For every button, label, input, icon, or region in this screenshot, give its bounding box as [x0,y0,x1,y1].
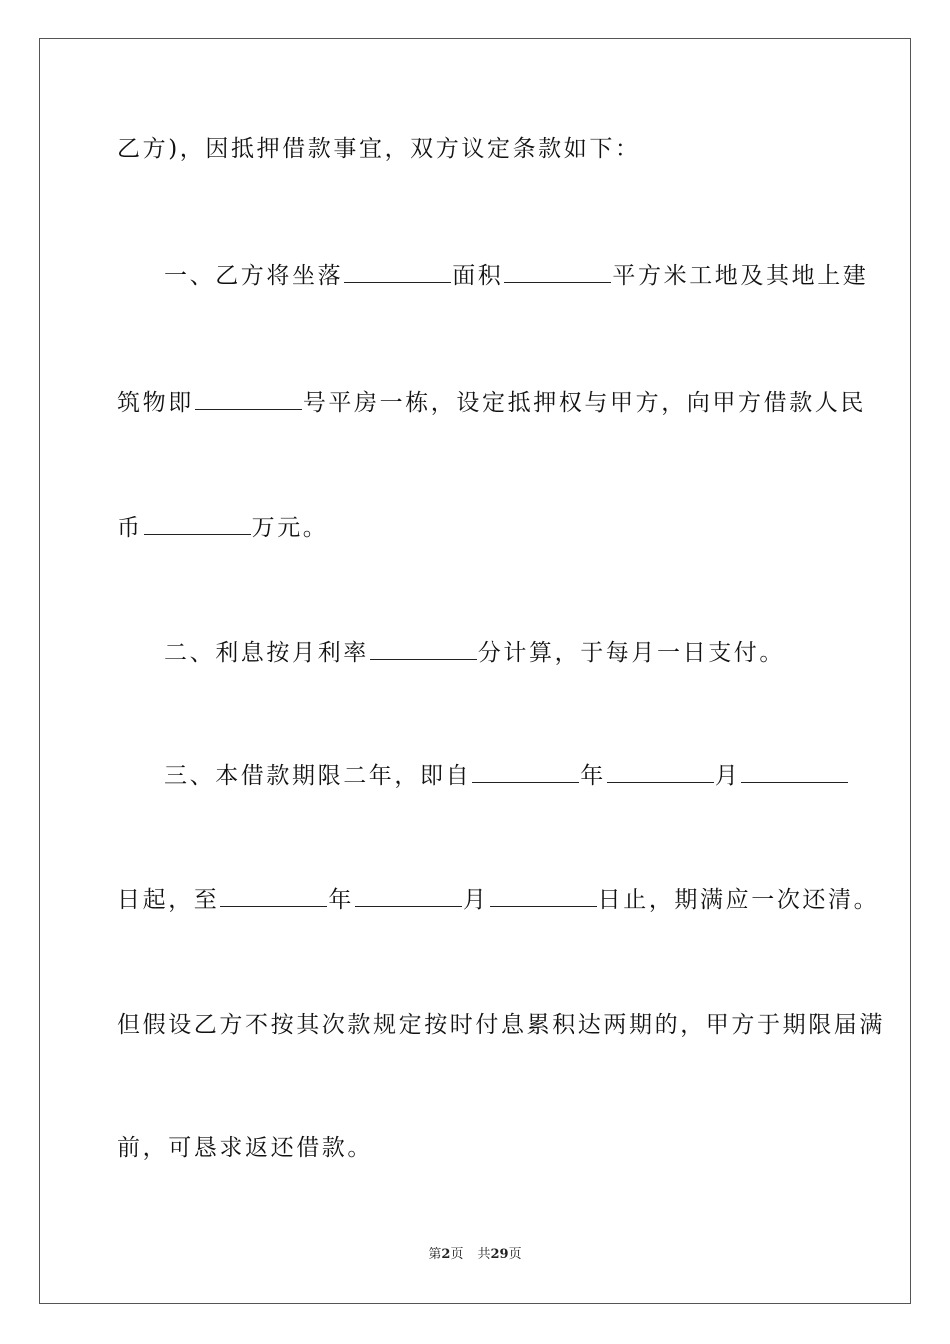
paragraph-text: 月 [714,763,741,789]
text-line-6 [164,760,849,791]
paragraph-text: 年 [328,887,355,913]
page-number-label: 第2页 [428,1247,464,1262]
loan-amount-blank[interactable] [144,512,251,535]
paragraph-text: 年 [580,763,606,789]
paragraph-text: 乙方)，因抵押借款事宜，双方议定条款如下： [117,136,641,162]
paragraph-text: 日止，期满应一次还清。 [597,887,880,913]
page-footer [0,1246,950,1264]
total-page-count: 29 [490,1247,509,1262]
house-number-blank[interactable] [195,387,302,410]
text-line-8 [117,1010,885,1040]
paragraph-text: 但假设乙方不按其次款规定按时付息累积达两期的，甲方于期限届满 [117,1012,885,1038]
paragraph-text: 筑物即 [117,390,194,416]
area-blank[interactable] [504,260,611,283]
text-line-1 [117,134,641,164]
paragraph-text: 一、乙方将坐落 [164,263,344,289]
total-pages-label: 共29页 [477,1247,522,1262]
text-line-3 [117,387,866,418]
paragraph-text: 前，可恳求返还借款。 [117,1135,373,1161]
paragraph-text: 万元。 [251,515,329,541]
text-line-4 [117,512,328,543]
text-line-5 [164,637,785,668]
text-line-7 [117,884,879,915]
start-day-blank[interactable] [741,760,848,783]
end-month-blank[interactable] [355,884,462,907]
start-year-blank[interactable] [472,760,579,783]
paragraph-text: 币 [117,515,143,541]
interest-rate-blank[interactable] [370,637,477,660]
paragraph-text: 月 [463,887,489,913]
paragraph-text: 平方米工地及其地上建 [612,263,869,289]
current-page-number: 2 [441,1247,451,1262]
location-blank[interactable] [344,260,451,283]
text-line-9 [117,1133,373,1163]
paragraph-text: 号平房一栋，设定抵押权与甲方，向甲方借款人民 [302,390,867,416]
paragraph-text: 面积 [452,263,504,289]
end-year-blank[interactable] [220,884,327,907]
start-month-blank[interactable] [607,760,714,783]
paragraph-text: 分计算，于每月一日支付。 [477,640,786,666]
paragraph-text: 日起，至 [117,887,220,913]
page-border [39,38,911,1304]
end-day-blank[interactable] [490,884,597,907]
paragraph-text: 三、本借款期限二年，即自 [164,763,472,789]
paragraph-text: 二、利息按月利率 [164,640,369,666]
text-line-2 [164,260,868,291]
